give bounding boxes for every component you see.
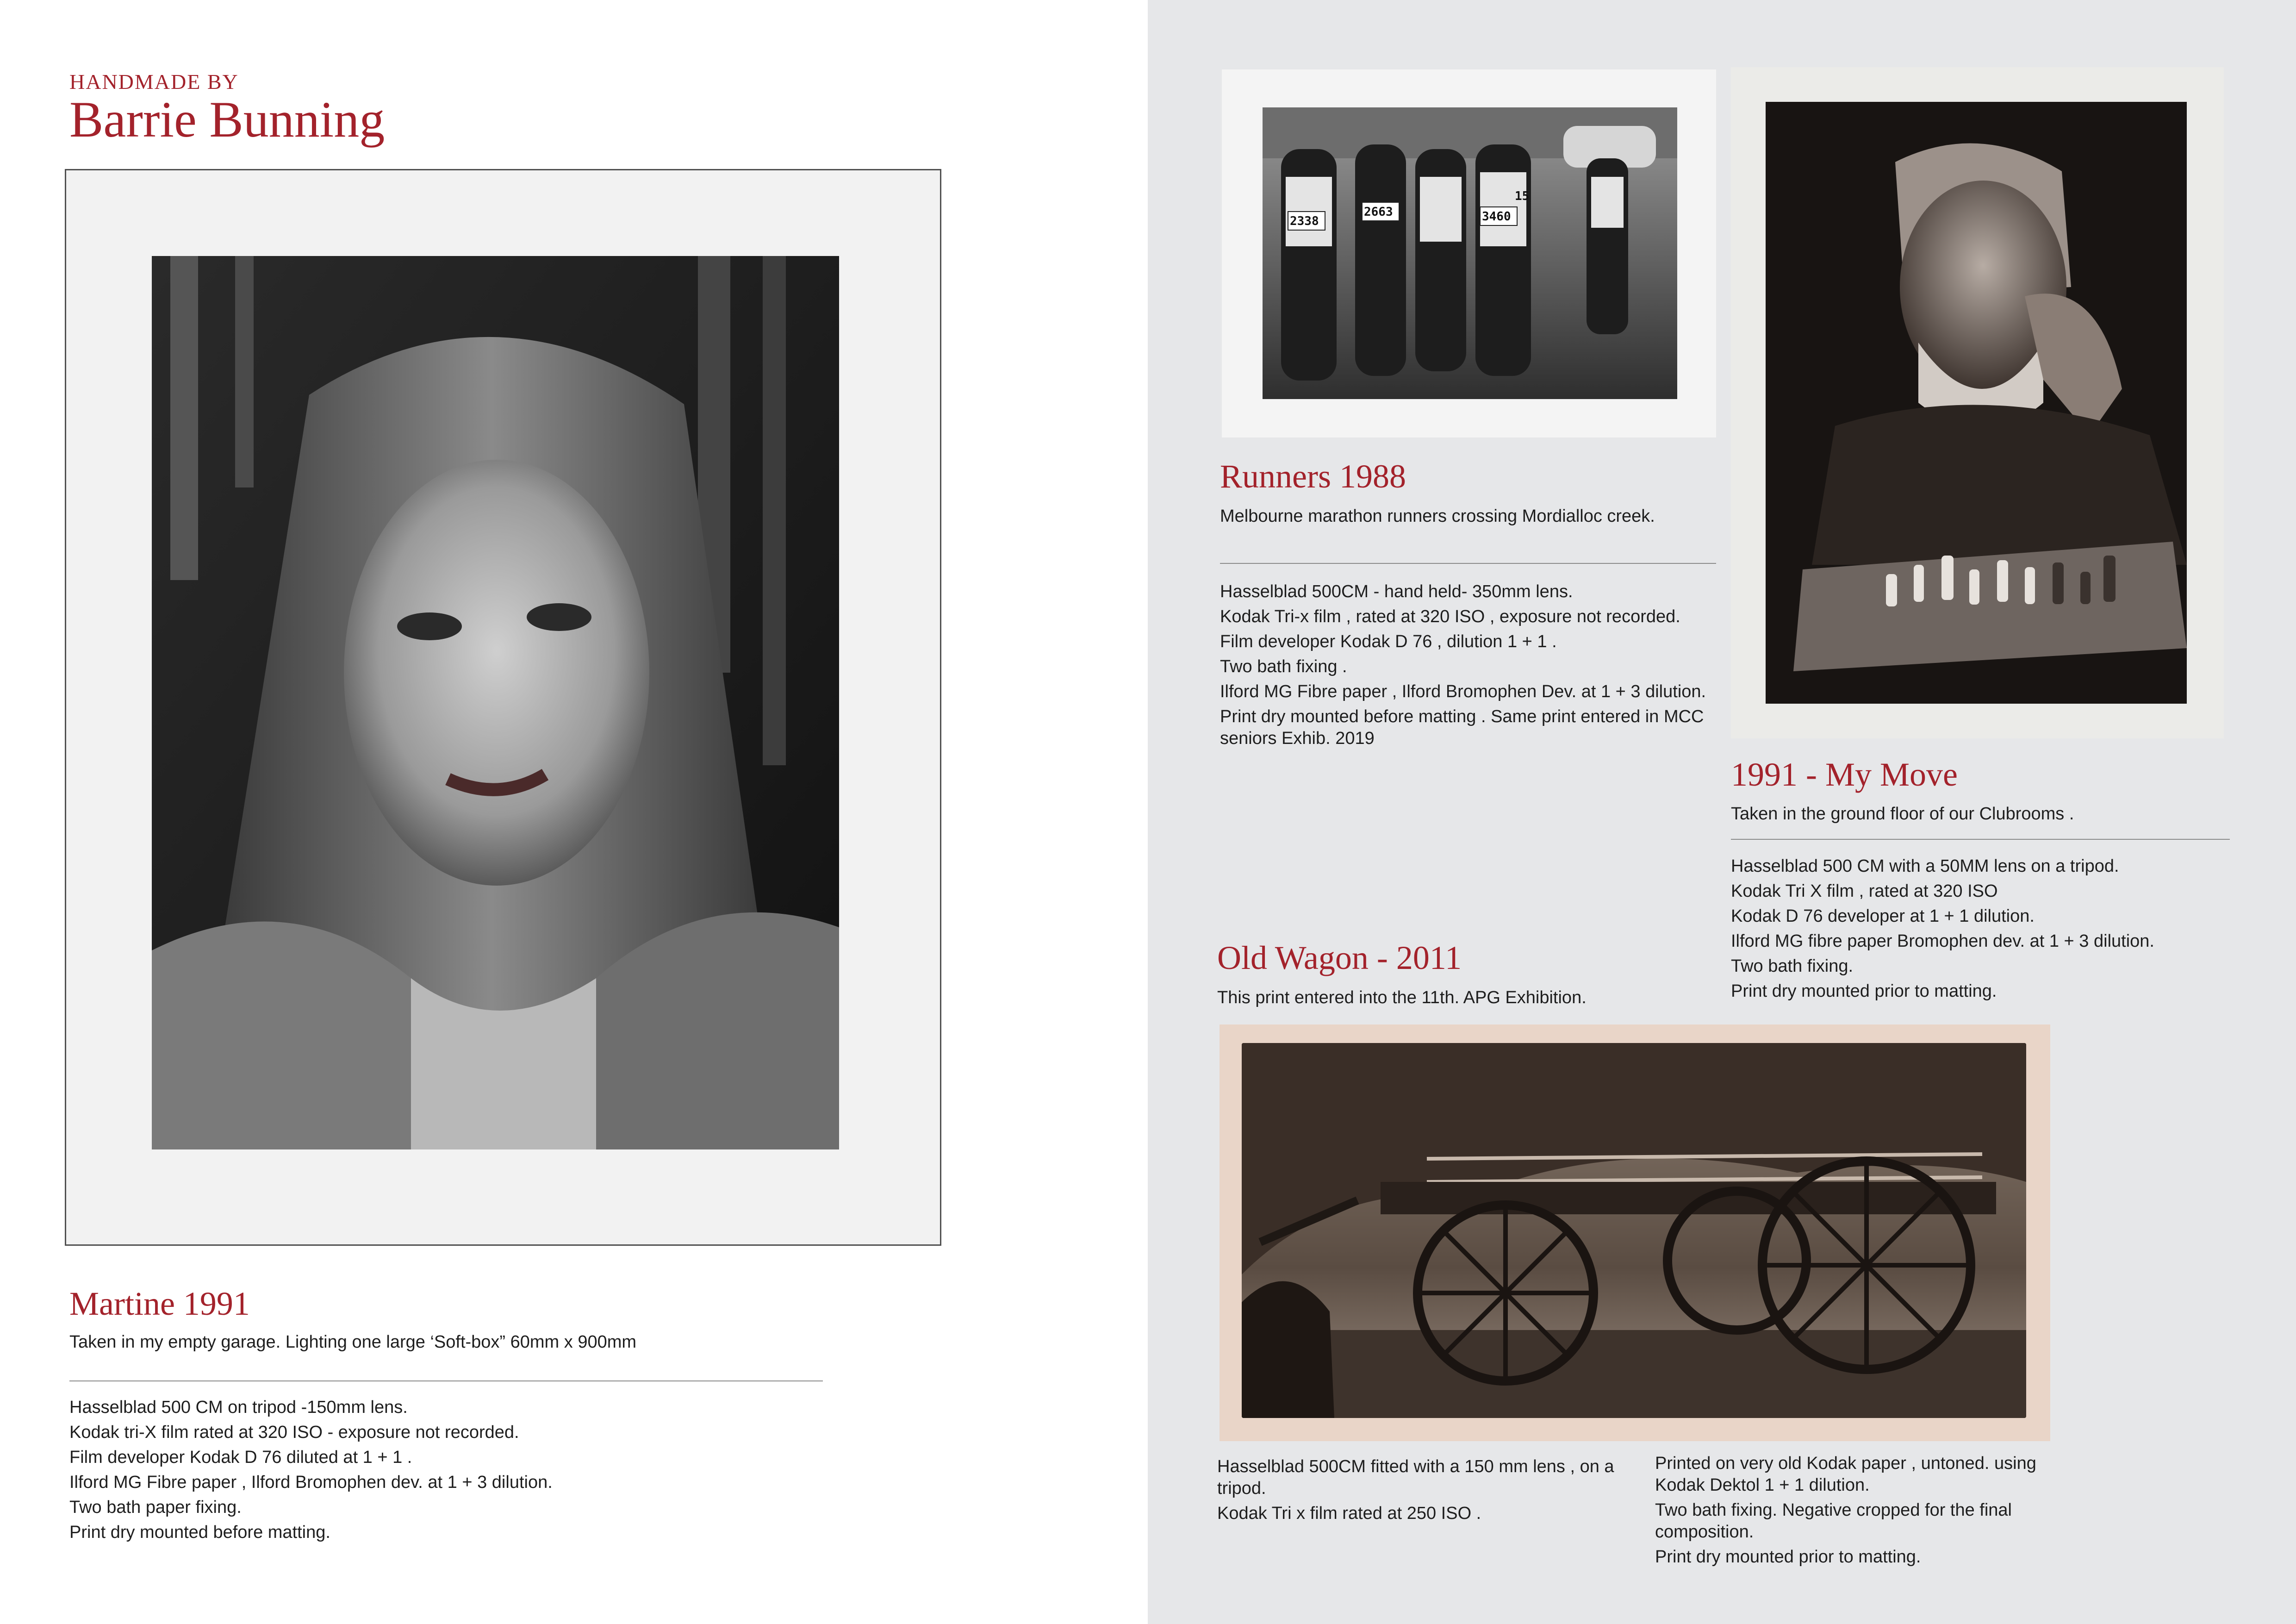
wagon-title: Old Wagon - 2011 bbox=[1217, 939, 1462, 976]
spec-line: Two bath fixing. Negative cropped for the final composition. bbox=[1655, 1500, 2012, 1542]
spec-line: Film developer Kodak D 76 , dilution 1 + 1 . bbox=[1220, 632, 1557, 651]
martine-title: Martine 1991 bbox=[69, 1285, 250, 1322]
martine-photo-frame bbox=[65, 169, 941, 1246]
runners-photo bbox=[1263, 107, 1677, 399]
mymove-divider bbox=[1731, 839, 2230, 840]
mymove-photo bbox=[1766, 102, 2187, 704]
spec-line: Film developer Kodak D 76 diluted at 1 + 1 . bbox=[69, 1448, 412, 1467]
spec-line: Kodak tri-X film rated at 320 ISO - exposure not recorded. bbox=[69, 1423, 519, 1442]
bib-number: 3460 bbox=[1482, 210, 1511, 224]
wagon-specs-left bbox=[1217, 1456, 1624, 1528]
runners-divider bbox=[1220, 563, 1716, 564]
mymove-photo-frame bbox=[1731, 67, 2224, 738]
spec-line: Printed on very old Kodak paper , untoned. using Kodak Dektol 1 + 1 dilution. bbox=[1655, 1454, 2036, 1495]
spec-line: Two bath fixing. bbox=[1731, 956, 1854, 976]
spec-line: Print dry mounted prior to matting. bbox=[1731, 981, 1997, 1001]
spec-line: Hasselblad 500 CM with a 50MM lens on a tripod. bbox=[1731, 856, 2119, 876]
bib-number: 15 bbox=[1515, 189, 1530, 203]
wagon-specs-right bbox=[1655, 1453, 2072, 1571]
spec-line: Hasselblad 500 CM on tripod -150mm lens. bbox=[69, 1398, 408, 1417]
handmade-by-label: HANDMADE BY bbox=[69, 70, 239, 94]
spec-line: Ilford MG fibre paper Bromophen dev. at 1 + 3 dilution. bbox=[1731, 931, 2154, 951]
spec-line: Ilford MG Fibre paper , Ilford Bromophen Dev. at 1 + 3 dilution. bbox=[1220, 682, 1706, 701]
mymove-specs bbox=[1731, 856, 2245, 1006]
spec-line: Kodak Tri X film , rated at 320 ISO bbox=[1731, 881, 1998, 901]
spec-line: Print dry mounted prior to matting. bbox=[1655, 1547, 1921, 1567]
spec-line: Kodak Tri-x film , rated at 320 ISO , exposure not recorded. bbox=[1220, 607, 1680, 626]
runners-title: Runners 1988 bbox=[1220, 458, 1406, 495]
martine-divider bbox=[69, 1380, 823, 1381]
mymove-caption: Taken in the ground floor of our Clubrooms . bbox=[1731, 804, 2074, 824]
wagon-photo-frame bbox=[1220, 1024, 2050, 1441]
bib-number: 2663 bbox=[1364, 205, 1393, 219]
runners-specs bbox=[1220, 581, 1720, 753]
spec-line: Hasselblad 500CM - hand held- 350mm lens. bbox=[1220, 582, 1573, 601]
mymove-title: 1991 - My Move bbox=[1731, 756, 1958, 793]
spec-line: Print dry mounted before matting. bbox=[69, 1523, 330, 1542]
spec-line: Ilford MG Fibre paper , Ilford Bromophen dev. at 1 + 3 dilution. bbox=[69, 1473, 553, 1492]
martine-caption: Taken in my empty garage. Lighting one large ‘Soft-box” 60mm x 900mm bbox=[69, 1332, 637, 1352]
author-name: Barrie Bunning bbox=[69, 91, 385, 148]
wagon-photo bbox=[1242, 1043, 2026, 1418]
spec-line: Two bath paper fixing. bbox=[69, 1498, 242, 1517]
spec-line: Hasselblad 500CM fitted with a 150 mm lens , on a tripod. bbox=[1217, 1457, 1614, 1498]
martine-specs bbox=[69, 1397, 828, 1547]
runners-photo-frame bbox=[1222, 69, 1716, 437]
spec-line: Print dry mounted before matting . Same print entered in MCC seniors Exhib. 2019 bbox=[1220, 707, 1704, 748]
spec-line: Kodak Tri x film rated at 250 ISO . bbox=[1217, 1504, 1481, 1523]
wagon-caption: This print entered into the 11th. APG Exhibition. bbox=[1217, 988, 1587, 1007]
spec-line: Kodak D 76 developer at 1 + 1 dilution. bbox=[1731, 906, 2035, 926]
bib-number: 2338 bbox=[1290, 214, 1319, 228]
spec-line: Two bath fixing . bbox=[1220, 657, 1347, 676]
runners-caption: Melbourne marathon runners crossing Mordialloc creek. bbox=[1220, 506, 1655, 526]
martine-photo bbox=[152, 256, 839, 1149]
